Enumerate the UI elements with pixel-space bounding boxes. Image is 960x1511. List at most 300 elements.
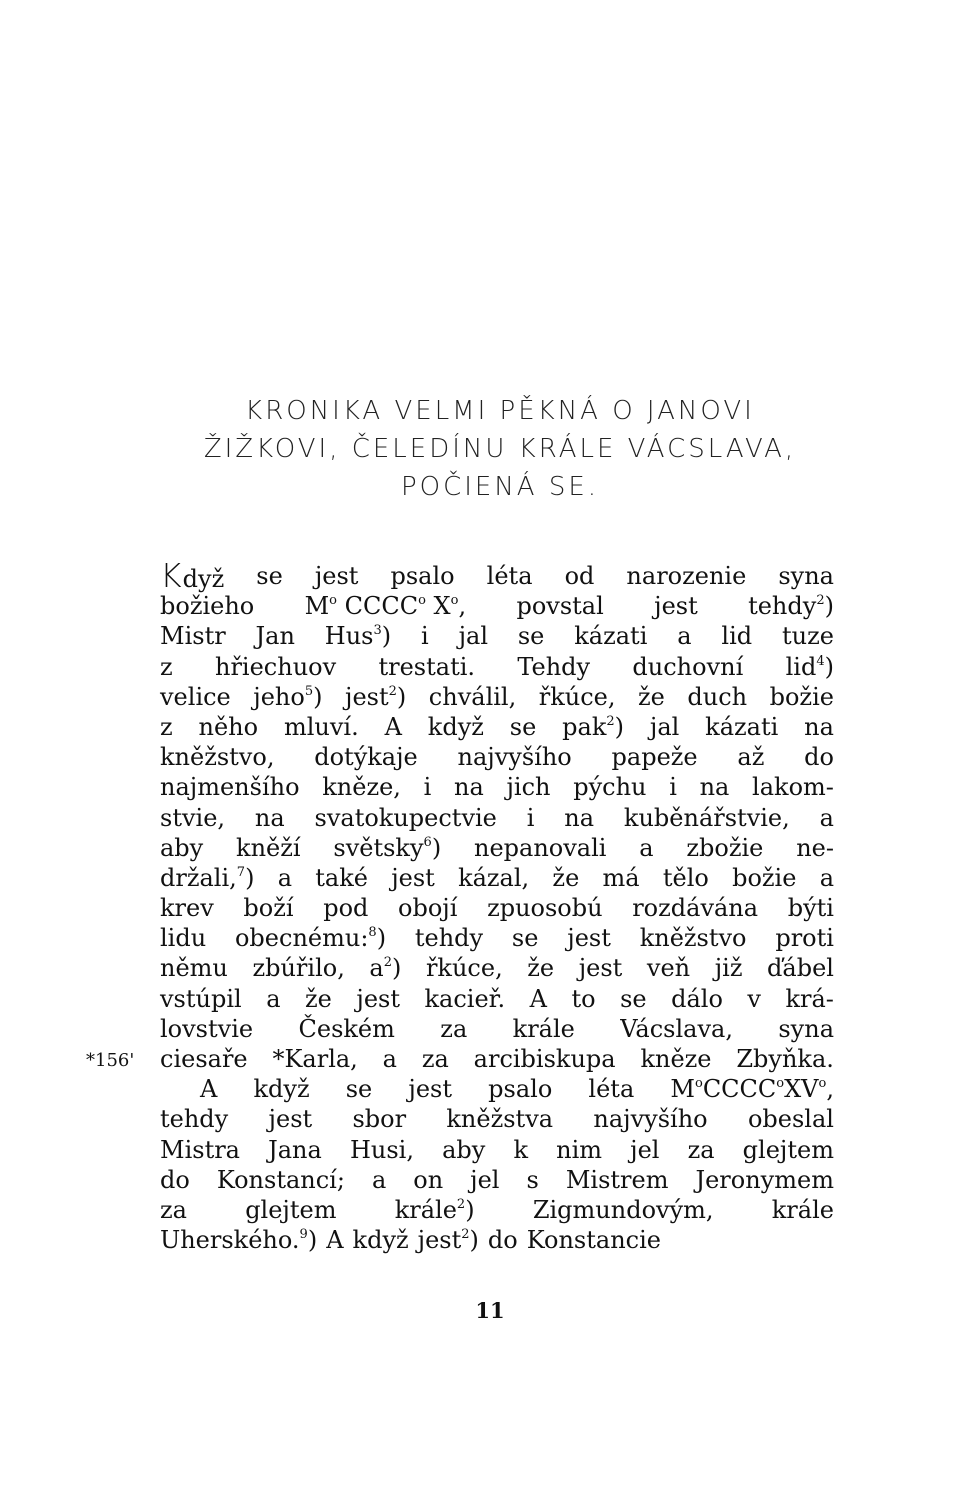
word	[458, 863, 529, 893]
word-part: tehdy	[160, 1105, 229, 1134]
word-part: lovstvie	[160, 1014, 254, 1043]
word-part: lid	[721, 622, 753, 651]
word-part: kacieř.	[424, 984, 506, 1013]
word-part: psalo	[488, 1075, 553, 1104]
word-part: aby	[442, 1135, 486, 1164]
word-part: že	[638, 682, 665, 711]
word-part: )	[469, 1226, 479, 1255]
word	[638, 682, 665, 712]
word-part: se	[256, 562, 283, 590]
word-part: aby	[160, 833, 204, 862]
word	[352, 1104, 406, 1134]
word	[686, 833, 763, 863]
word	[488, 1225, 518, 1255]
word-part: A	[326, 1226, 344, 1255]
word	[199, 712, 259, 742]
word-part: )	[614, 712, 625, 741]
word-part: němu	[160, 954, 228, 983]
word-part: dotýkaje	[314, 743, 418, 772]
title-line: ŽIŽKOVI, ČELEDÍNU KRÁLE VÁCSLAVA,	[203, 434, 797, 464]
word	[612, 742, 698, 772]
word-part: krev	[160, 894, 214, 923]
word-part: boží	[243, 894, 294, 923]
word	[160, 591, 254, 621]
word-part: )	[381, 622, 392, 651]
word-part: lakom-	[752, 773, 834, 802]
word-part: na	[564, 803, 595, 832]
word	[573, 772, 646, 802]
word	[160, 652, 173, 682]
text-line	[160, 833, 834, 863]
word	[253, 682, 322, 712]
word	[160, 833, 203, 863]
word	[421, 621, 429, 651]
word-part: z	[160, 652, 173, 681]
word-part: kněžstvo,	[160, 743, 275, 772]
word	[775, 923, 834, 953]
word-part: pod	[323, 894, 369, 923]
word	[695, 1165, 833, 1195]
word-part: ďábel	[767, 954, 834, 983]
word	[243, 893, 293, 923]
superscript: o	[694, 1076, 703, 1092]
word	[256, 561, 283, 591]
word-part: se	[511, 924, 539, 953]
word-part: i	[669, 773, 677, 802]
word	[160, 984, 242, 1014]
word-part: jest	[268, 1105, 313, 1134]
word	[458, 742, 572, 772]
word	[804, 742, 834, 772]
superscript: 7	[236, 864, 246, 880]
word-part: CCCC	[337, 592, 419, 621]
word	[356, 984, 400, 1014]
word	[539, 682, 616, 712]
word	[385, 712, 402, 742]
word	[632, 652, 743, 682]
drop-cap: K	[160, 556, 182, 595]
word-part: ne-	[796, 833, 834, 862]
word-part: řkúce,	[425, 954, 503, 983]
word	[688, 1135, 715, 1165]
word	[160, 1195, 187, 1225]
word-part: chválil,	[428, 682, 517, 711]
word	[269, 1104, 313, 1134]
word	[588, 1074, 634, 1104]
word-part: a	[371, 1165, 387, 1194]
word-part: papeže	[611, 743, 698, 772]
word-part: na	[699, 773, 730, 802]
word	[395, 1195, 475, 1225]
word-part: za	[687, 1135, 715, 1164]
word	[315, 863, 368, 893]
word	[253, 1074, 309, 1104]
word	[284, 712, 359, 742]
superscript: 2	[606, 713, 615, 729]
text-line	[160, 1195, 834, 1225]
superscript: 4	[816, 653, 825, 669]
word-part: najmenšího	[160, 773, 300, 802]
word	[671, 984, 723, 1014]
word-part: kázati	[574, 622, 648, 651]
word	[747, 984, 761, 1014]
word-part: )	[396, 682, 407, 711]
word	[527, 1225, 661, 1255]
word	[565, 561, 595, 591]
word-part: zbožie	[686, 833, 764, 862]
word	[215, 652, 336, 682]
word-part: a	[369, 954, 384, 983]
word	[325, 621, 391, 651]
word	[512, 923, 539, 953]
word	[654, 591, 698, 621]
word-part: zbúřilo,	[252, 954, 345, 983]
word-part: stvie,	[160, 803, 226, 832]
word	[345, 682, 406, 712]
word-part: a	[266, 984, 281, 1013]
word-part: že	[552, 863, 580, 892]
word	[640, 923, 747, 953]
word-part: se	[345, 1075, 373, 1104]
word	[323, 893, 368, 923]
word-part: Jan	[255, 622, 295, 651]
word-part: zpuosobú	[487, 894, 603, 923]
superscript: o	[450, 593, 459, 609]
word	[266, 984, 280, 1014]
word	[737, 742, 764, 772]
word	[721, 621, 752, 651]
superscript: 2	[383, 955, 392, 971]
word-part: kázal,	[458, 863, 530, 892]
word-part: nepanovali	[474, 833, 607, 862]
word-part: narozenie	[626, 562, 747, 590]
word	[820, 803, 834, 833]
word-part: kněžstva	[446, 1105, 554, 1134]
word-part: tehdy	[414, 924, 484, 953]
word	[663, 863, 709, 893]
chronicle-title	[160, 392, 840, 506]
chronicle-text	[160, 556, 834, 1255]
word-part: duchovní	[632, 652, 744, 681]
word-part: A	[384, 712, 402, 741]
word	[217, 1165, 345, 1195]
word-part: lidu	[160, 924, 207, 953]
word-part: Vácslava,	[620, 1014, 733, 1043]
word-part: kněze,	[322, 773, 401, 802]
word	[748, 1104, 834, 1134]
word	[624, 803, 790, 833]
word	[346, 1074, 373, 1104]
text-line	[160, 621, 834, 651]
word-part: se	[509, 712, 537, 741]
word-part: býti	[787, 894, 834, 923]
word	[424, 984, 505, 1014]
word-part: od	[564, 562, 595, 590]
word-part: arcibiskupa	[473, 1045, 616, 1073]
word	[488, 1074, 552, 1104]
word	[429, 682, 516, 712]
word-part: božieho	[160, 592, 255, 621]
superscript: 2	[461, 1227, 470, 1243]
word	[426, 953, 503, 983]
word	[415, 923, 483, 953]
word-part: XV	[784, 1075, 819, 1104]
page-number: 11	[475, 1298, 505, 1323]
word-part: i	[526, 803, 535, 832]
word-part: jest	[408, 1075, 453, 1104]
word-part: psalo	[390, 562, 455, 590]
word	[305, 984, 332, 1014]
word	[383, 1044, 397, 1074]
word-part: rozdávána	[632, 894, 759, 923]
word-part: tehdy	[748, 592, 817, 621]
word-part: glejtem	[245, 1195, 337, 1224]
word-part: Mistra	[160, 1135, 240, 1164]
text-line	[160, 652, 834, 682]
text-line	[160, 591, 834, 621]
word	[530, 984, 547, 1014]
word	[322, 772, 401, 802]
word	[670, 1074, 834, 1104]
word-part: jest	[314, 562, 359, 590]
word	[256, 621, 295, 651]
word	[160, 742, 274, 772]
word-part: když	[427, 712, 484, 741]
word	[315, 803, 497, 833]
word-part: a	[677, 622, 692, 651]
word-part: ,	[458, 592, 467, 621]
text-line	[160, 893, 834, 923]
word-part: najvyšího	[593, 1105, 708, 1134]
superscript: o	[329, 593, 337, 609]
superscript: 2	[456, 1196, 466, 1212]
word-part: že	[305, 984, 332, 1013]
word	[160, 682, 231, 712]
word-part: Českém	[298, 1014, 395, 1043]
word	[527, 953, 554, 983]
word-part: obeslal	[747, 1105, 834, 1134]
word	[510, 712, 537, 742]
word	[526, 1165, 538, 1195]
word-part: Jana	[268, 1135, 322, 1164]
text-line	[160, 742, 834, 772]
word	[820, 863, 834, 893]
word-part: obojí	[398, 894, 458, 923]
word-part: Konstancie	[526, 1226, 661, 1255]
word-part: krále	[771, 1195, 834, 1224]
superscript: 5	[304, 683, 314, 699]
word-part: vstúpil	[160, 984, 242, 1013]
word	[574, 621, 647, 651]
word-part: )	[313, 682, 323, 711]
word	[372, 1165, 386, 1195]
text-line	[160, 1104, 834, 1134]
word	[669, 772, 677, 802]
word-part: i	[421, 622, 429, 651]
word-part: krá-	[785, 984, 834, 1013]
word-part: Zigmundovým,	[532, 1195, 714, 1224]
text-line	[160, 803, 834, 833]
word-part: kuběnářstvie,	[623, 803, 790, 832]
word	[160, 556, 225, 595]
word-part: božie	[769, 682, 834, 711]
word-part: A	[200, 1075, 218, 1104]
word-part: a	[819, 863, 834, 892]
word	[299, 1014, 395, 1044]
word-part: Tehdy	[517, 652, 591, 681]
word-part: že	[527, 954, 555, 983]
word	[454, 772, 484, 802]
word-part: Husi,	[349, 1135, 414, 1164]
word-part: glejtem	[742, 1135, 834, 1164]
word	[748, 591, 834, 621]
word	[487, 893, 603, 923]
word	[513, 1014, 575, 1044]
word	[736, 1044, 834, 1074]
superscript: 2	[388, 683, 397, 699]
word-part: povstal	[516, 592, 604, 621]
word	[424, 772, 432, 802]
superscript: 8	[368, 925, 377, 941]
word-part: jest	[391, 863, 435, 892]
word-part: Hus	[324, 622, 374, 651]
word-part: do	[160, 1165, 190, 1194]
word	[772, 1195, 834, 1225]
word	[705, 712, 778, 742]
word-part: se	[620, 984, 647, 1013]
word	[620, 1014, 733, 1044]
word	[353, 1225, 409, 1255]
word-part: trestati.	[378, 652, 476, 681]
word-part: a	[277, 863, 292, 892]
word-part: jest	[345, 682, 389, 711]
word-part: M	[670, 1075, 695, 1104]
title-line: KRONIKA VELMI PĚKNÁ O JANOVI	[245, 396, 755, 426]
word	[767, 953, 834, 983]
text-line	[160, 984, 834, 1014]
word	[516, 591, 603, 621]
word	[369, 953, 401, 983]
word-part: Mistr	[160, 622, 226, 651]
word	[687, 682, 747, 712]
text-line	[160, 712, 834, 742]
superscript: o	[418, 593, 426, 609]
word-part: světsky	[333, 833, 424, 862]
word	[647, 953, 690, 983]
word-part: Mistrem	[565, 1165, 669, 1194]
word	[391, 561, 455, 591]
word-part: proti	[775, 924, 834, 953]
word-part: až	[737, 743, 765, 772]
word	[160, 1165, 190, 1195]
word-part: má	[602, 863, 640, 892]
text-line	[160, 1014, 834, 1044]
word-part: jest	[356, 984, 400, 1013]
text-line	[160, 682, 834, 712]
word-part: jel	[470, 1165, 500, 1194]
word	[413, 1165, 443, 1195]
word-part: dálo	[671, 984, 723, 1013]
word	[160, 772, 300, 802]
word	[252, 953, 344, 983]
word-part: X	[425, 592, 451, 621]
word	[408, 1074, 452, 1104]
word	[470, 1165, 499, 1195]
text-line	[160, 1225, 834, 1255]
word	[518, 621, 545, 651]
word	[350, 1135, 414, 1165]
word-part: božie	[732, 863, 797, 892]
word-part: pýchu	[573, 773, 647, 802]
word-part: )	[431, 833, 442, 862]
word	[786, 652, 834, 682]
word-part: jest	[578, 954, 623, 983]
word	[440, 1014, 467, 1044]
word-part: najvyšího	[457, 743, 572, 772]
superscript: o	[818, 1076, 827, 1092]
word-part: jest	[417, 1226, 462, 1255]
word-part: tělo	[662, 863, 709, 892]
word	[770, 682, 834, 712]
word	[752, 772, 834, 802]
word	[268, 1135, 322, 1165]
word-part: když	[352, 1226, 409, 1255]
word	[474, 1044, 616, 1074]
word	[314, 742, 418, 772]
word	[200, 1074, 217, 1104]
word-part: jal	[458, 622, 488, 651]
word	[487, 561, 533, 591]
superscript: o	[776, 1076, 785, 1092]
word-part: jich	[506, 773, 551, 802]
word	[160, 893, 214, 923]
word	[732, 863, 796, 893]
word	[517, 652, 590, 682]
word	[785, 984, 833, 1014]
word	[442, 1135, 485, 1165]
text-line	[160, 953, 834, 983]
word	[160, 712, 173, 742]
word	[700, 772, 730, 802]
word-part: Konstancí;	[216, 1165, 345, 1194]
superscript: 3	[373, 623, 382, 639]
text-line	[160, 1074, 834, 1104]
word	[160, 1104, 228, 1134]
word-part: z	[160, 712, 173, 741]
text-line	[160, 863, 834, 893]
word	[255, 803, 285, 833]
word-part: ,	[826, 1075, 834, 1104]
text-line	[160, 1044, 834, 1074]
word-part: M	[304, 592, 330, 621]
word-part: jal	[649, 712, 680, 741]
word	[567, 923, 611, 953]
word	[459, 621, 488, 651]
word	[245, 1195, 336, 1225]
word	[513, 1135, 528, 1165]
word-part: do	[487, 1226, 518, 1255]
word	[579, 953, 623, 983]
word-part: do	[804, 743, 834, 772]
word-part: )	[245, 863, 255, 892]
word	[272, 1044, 357, 1074]
word	[160, 1044, 248, 1074]
word	[533, 1195, 714, 1225]
word	[630, 1135, 659, 1165]
word	[640, 1044, 711, 1074]
word-part: Zbyňka.	[736, 1045, 834, 1073]
word-part: *Karla,	[272, 1045, 358, 1073]
